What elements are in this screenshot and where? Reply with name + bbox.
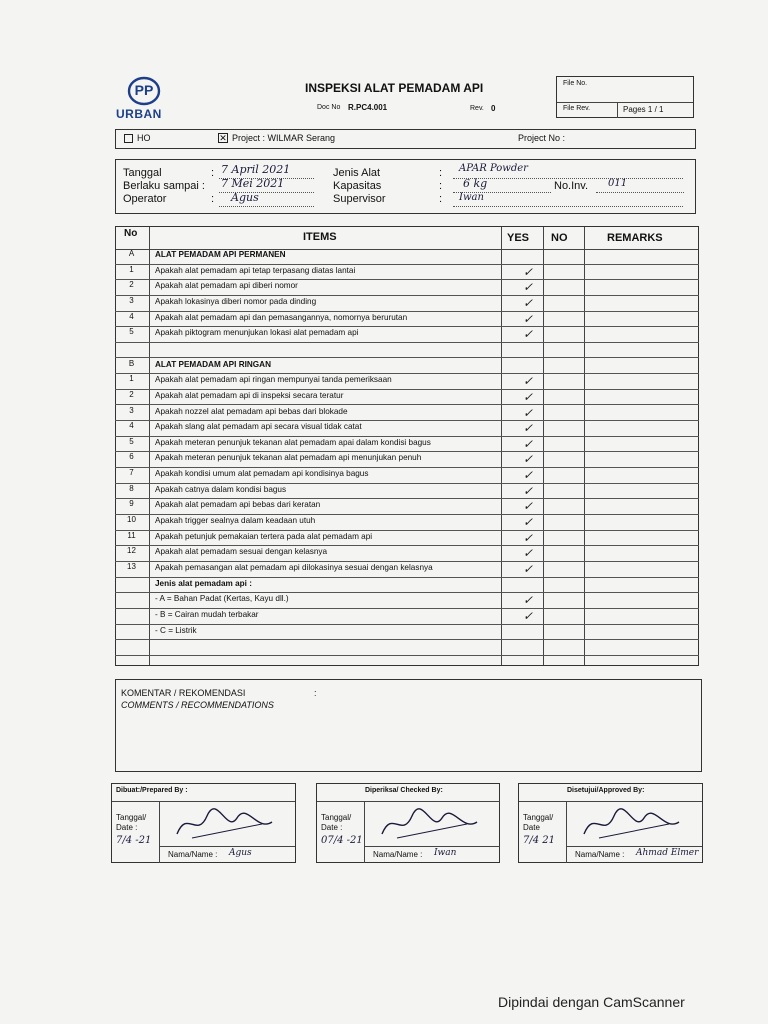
- table-row: [115, 420, 699, 437]
- table-row: [115, 483, 699, 500]
- row-item: Apakah trigger sealnya dalam keadaan utuh: [155, 516, 316, 526]
- no-cell[interactable]: [543, 264, 583, 278]
- row-number: 13: [127, 562, 136, 571]
- row-item: Apakah catnya dalam kondisi bagus: [155, 484, 287, 494]
- comments-label: KOMENTAR / REKOMENDASI: [121, 688, 246, 698]
- checkbox-cross-icon: ✕: [219, 133, 227, 143]
- remarks-cell[interactable]: [585, 311, 697, 325]
- row-item: ALAT PEMADAM API RINGAN: [155, 359, 271, 369]
- no-cell[interactable]: [543, 420, 583, 434]
- row-item: Apakah alat pemadam api bebas dari keratan: [155, 500, 321, 510]
- signature-scribble-icon: [172, 804, 282, 844]
- header-remarks: REMARKS: [607, 232, 663, 244]
- doc-no-label: Doc No: [317, 104, 341, 111]
- yes-check-icon[interactable]: ✓: [522, 280, 534, 295]
- row-item: ALAT PEMADAM API PERMANEN: [155, 250, 286, 259]
- header-no: No: [124, 228, 138, 239]
- table-row: [115, 342, 699, 359]
- no-cell[interactable]: [543, 561, 583, 575]
- no-cell[interactable]: [543, 248, 583, 262]
- file-info-box: [556, 76, 694, 118]
- brand-name: URBAN: [116, 107, 162, 121]
- supervisor-value: Iwan: [459, 192, 484, 203]
- name-value: Iwan: [434, 848, 457, 858]
- row-number: 4: [129, 311, 134, 321]
- name-value: Ahmad Elmer: [636, 848, 699, 858]
- table-row: [115, 405, 699, 422]
- remarks-cell[interactable]: [585, 608, 697, 622]
- row-item: Apakah alat pemadam api di inspeksi secara teratur: [155, 390, 344, 400]
- noinv-value-line: [596, 178, 684, 193]
- yes-check-icon[interactable]: ✓: [522, 452, 534, 467]
- page-title: INSPEKSI ALAT PEMADAM API: [305, 81, 484, 95]
- table-row: [115, 248, 699, 265]
- remarks-cell[interactable]: [585, 577, 697, 591]
- logo-text: PP: [134, 82, 154, 98]
- yes-check-icon[interactable]: ✓: [522, 515, 534, 530]
- yes-check-icon[interactable]: ✓: [522, 405, 534, 420]
- row-number: 6: [129, 452, 134, 462]
- table-row: [115, 467, 699, 484]
- row-item: Apakah alat pemadam api dan pemasangannya, nomornya berurutan: [155, 312, 408, 322]
- no-cell[interactable]: [543, 279, 583, 293]
- row-item: Apakah petunjuk pemakaian tertera pada alat pemadam api: [155, 531, 373, 541]
- row-item: - C = Listrik: [155, 625, 197, 635]
- row-number: 7: [129, 468, 134, 478]
- row-number: 10: [127, 515, 136, 525]
- operator-label: Operator: [123, 193, 167, 205]
- yes-check-icon[interactable]: ✓: [522, 436, 534, 451]
- file-rev-label: File Rev.: [563, 105, 591, 112]
- rev-value: 0: [491, 104, 496, 113]
- yes-check-icon[interactable]: ✓: [522, 327, 534, 342]
- yes-check-icon[interactable]: ✓: [522, 421, 534, 436]
- table-row: [115, 436, 699, 453]
- table-row: [115, 592, 699, 609]
- row-number: 4: [129, 421, 134, 431]
- signature-title: Diperiksa/ Checked By:: [365, 787, 443, 794]
- kapasitas-label: Kapasitas: [333, 180, 382, 192]
- name-label: Nama/Name :: [373, 850, 423, 859]
- no-cell[interactable]: [543, 467, 583, 481]
- remarks-cell[interactable]: [585, 248, 697, 262]
- table-row: [115, 264, 699, 281]
- no-cell[interactable]: [543, 483, 583, 497]
- row-number: 3: [129, 405, 134, 415]
- row-item: Apakah alat pemadam api diberi nomor: [155, 281, 298, 291]
- yes-check-icon[interactable]: ✓: [522, 593, 534, 608]
- noinv-value: 011: [608, 178, 628, 189]
- remarks-cell[interactable]: [585, 483, 697, 497]
- no-cell[interactable]: [543, 451, 583, 465]
- name-value: Agus: [229, 848, 252, 858]
- signature-scribble-icon: [579, 804, 689, 844]
- table-row: [115, 514, 699, 531]
- remarks-cell[interactable]: [585, 358, 697, 372]
- table-row: [115, 358, 699, 375]
- jenis-colon: :: [439, 167, 443, 179]
- date-value: 07/4 -21: [321, 835, 363, 846]
- file-no-label: File No.: [563, 80, 588, 87]
- row-item: Apakah lokasinya diberi nomor pada dinding: [155, 296, 317, 306]
- berlaku-label: Berlaku sampai :: [123, 180, 205, 192]
- remarks-cell[interactable]: [585, 326, 697, 340]
- row-item: - B = Cairan mudah terbakar: [155, 609, 259, 619]
- remarks-cell[interactable]: [585, 405, 697, 419]
- signature-scribble-icon: [377, 804, 487, 844]
- table-row: [115, 279, 699, 296]
- jenis-alat-label: Jenis Alat: [333, 167, 381, 179]
- tanggal-value: 7 April 2021: [221, 163, 291, 176]
- kapasitas-value-line: [453, 178, 551, 193]
- yes-check-icon[interactable]: ✓: [522, 499, 534, 514]
- yes-check-icon[interactable]: ✓: [522, 546, 534, 561]
- no-cell[interactable]: [543, 389, 583, 403]
- remarks-cell[interactable]: [585, 420, 697, 434]
- no-cell[interactable]: [543, 514, 583, 528]
- yes-check-icon[interactable]: ✓: [522, 374, 534, 389]
- row-item: Apakah alat pemadam sesuai dengan kelasnya: [155, 547, 328, 557]
- signature-title: Dibuat:/Prepared By :: [116, 787, 188, 794]
- date-label: Tanggal/ Date :: [321, 813, 352, 832]
- ho-checkbox[interactable]: [124, 134, 133, 143]
- row-item: Apakah kondisi umum alat pemadam api kondisinya bagus: [155, 469, 369, 479]
- signature-box: [316, 783, 500, 863]
- date-value: 7/4 21: [523, 835, 555, 846]
- remarks-cell[interactable]: [585, 295, 697, 309]
- row-number: 11: [127, 530, 136, 540]
- info-block: [115, 159, 696, 214]
- remarks-cell[interactable]: [585, 467, 697, 481]
- row-number: 12: [127, 546, 136, 556]
- signature-box: [518, 783, 703, 863]
- remarks-cell[interactable]: [585, 436, 697, 450]
- remarks-cell[interactable]: [585, 389, 697, 403]
- row-item: Apakah slang alat pemadam api secara visual tidak catat: [155, 422, 362, 432]
- table-row: [115, 295, 699, 312]
- operator-colon: :: [211, 193, 215, 205]
- pages-label: Pages 1 / 1: [623, 105, 664, 114]
- no-cell[interactable]: [543, 295, 583, 309]
- no-cell[interactable]: [543, 436, 583, 450]
- table-row: [115, 545, 699, 562]
- row-item: Apakah nozzel alat pemadam api bebas dari blokade: [155, 406, 348, 416]
- yes-check-icon[interactable]: ✓: [522, 264, 534, 279]
- table-row: [115, 608, 699, 625]
- row-number: 5: [129, 436, 134, 446]
- scanner-watermark: Dipindai dengan CamScanner: [498, 994, 685, 1010]
- row-item: Apakah pemasangan alat pemadam api dilokasinya sesuai dengan kelasnya: [155, 563, 433, 572]
- yes-check-icon[interactable]: ✓: [522, 530, 534, 545]
- table-row: [115, 311, 699, 328]
- remarks-cell[interactable]: [585, 514, 697, 528]
- supervisor-label: Supervisor: [333, 193, 386, 205]
- no-cell[interactable]: [543, 608, 583, 622]
- no-cell[interactable]: [543, 342, 583, 356]
- yes-check-icon[interactable]: ✓: [522, 389, 534, 404]
- no-cell[interactable]: [543, 405, 583, 419]
- row-number: B: [128, 358, 135, 368]
- kapasitas-colon: :: [439, 180, 443, 192]
- tanggal-label: Tanggal: [123, 167, 162, 179]
- comments-colon: :: [314, 688, 317, 698]
- remarks-cell[interactable]: [585, 498, 697, 512]
- operator-value-line: [219, 192, 314, 207]
- table-row: [115, 389, 699, 406]
- table-row: [115, 639, 699, 656]
- no-cell[interactable]: [543, 639, 583, 653]
- signature-title: Disetujui/Approved By:: [567, 787, 645, 794]
- date-value: 7/4 -21: [116, 835, 152, 846]
- row-number: 9: [129, 499, 134, 509]
- remarks-cell[interactable]: [585, 530, 697, 544]
- no-cell[interactable]: [543, 577, 583, 591]
- row-number: 5: [129, 327, 134, 337]
- remarks-cell[interactable]: [585, 373, 697, 387]
- name-label: Nama/Name :: [168, 850, 218, 859]
- row-number: A: [128, 249, 135, 258]
- row-item: Apakah meteran penunjuk tekanan alat pemadam apai dalam kondisi bagus: [155, 437, 431, 447]
- table-row: [115, 451, 699, 468]
- date-label: Tanggal/ Date: [523, 813, 554, 832]
- row-number: 2: [129, 280, 134, 290]
- no-cell[interactable]: [543, 624, 583, 638]
- row-item: Apakah alat pemadam api ringan mempunyai tanda pemeriksaan: [155, 375, 392, 385]
- remarks-cell[interactable]: [585, 264, 697, 278]
- jenis-value: APAR Powder: [459, 163, 528, 174]
- project-no-label: Project No :: [518, 133, 566, 143]
- project-bar: [115, 129, 696, 149]
- row-item: Apakah meteran penunjuk tekanan alat pemadam api menunjukan penuh: [155, 453, 422, 463]
- no-cell[interactable]: [543, 530, 583, 544]
- header-yes: YES: [507, 232, 530, 244]
- no-cell[interactable]: [543, 311, 583, 325]
- supervisor-value-line: [453, 192, 683, 207]
- table-row: [115, 373, 699, 390]
- yes-check-icon[interactable]: ✓: [522, 483, 534, 498]
- no-cell[interactable]: [543, 498, 583, 512]
- remarks-cell[interactable]: [585, 624, 697, 638]
- row-item: - A = Bahan Padat (Kertas, Kayu dll.): [155, 594, 289, 604]
- project-label: Project : WILMAR Serang: [232, 133, 336, 143]
- row-number: 1: [129, 264, 134, 274]
- table-row: [115, 577, 699, 594]
- no-cell[interactable]: [543, 373, 583, 387]
- no-cell[interactable]: [543, 545, 583, 559]
- noinv-label: No.Inv.: [554, 180, 589, 192]
- remarks-cell[interactable]: [585, 592, 697, 606]
- logo: [116, 76, 169, 121]
- remarks-cell[interactable]: [585, 561, 697, 575]
- supervisor-colon: :: [439, 193, 443, 205]
- yes-check-icon[interactable]: ✓: [522, 311, 534, 326]
- row-number: 3: [129, 295, 134, 305]
- table-row: [115, 530, 699, 547]
- remarks-cell[interactable]: [585, 545, 697, 559]
- header-items: ITEMS: [303, 231, 337, 243]
- row-item: Apakah piktogram menunjukan lokasi alat pemadam api: [155, 328, 359, 338]
- jenis-value-line: [453, 164, 683, 179]
- yes-check-icon[interactable]: ✓: [522, 468, 534, 483]
- no-cell[interactable]: [543, 592, 583, 606]
- doc-no: R.PC4.001: [348, 103, 388, 112]
- header-no-col: NO: [551, 232, 568, 244]
- operator-value: Agus: [231, 191, 259, 204]
- yes-check-icon[interactable]: ✓: [522, 608, 534, 623]
- row-number: 8: [129, 483, 134, 493]
- no-cell[interactable]: [543, 326, 583, 340]
- remarks-cell[interactable]: [585, 342, 697, 356]
- kapasitas-value: 6 kg: [463, 177, 488, 190]
- signature-box: [111, 783, 296, 863]
- row-item: Jenis alat pemadam api :: [155, 578, 252, 588]
- row-number: 1: [129, 374, 134, 384]
- project-checkbox[interactable]: [218, 133, 228, 143]
- remarks-cell[interactable]: [585, 279, 697, 293]
- table-row: [115, 326, 699, 343]
- yes-check-icon[interactable]: ✓: [522, 562, 534, 576]
- date-label: Tanggal/ Date :: [116, 813, 147, 832]
- row-item: Apakah alat pemadam api tetap terpasang diatas lantai: [155, 265, 356, 275]
- comments-box: [115, 679, 702, 772]
- yes-check-icon[interactable]: ✓: [522, 295, 534, 310]
- table-row: [115, 561, 699, 578]
- table-row: [115, 624, 699, 641]
- ho-label: HO: [137, 133, 151, 143]
- row-number: 2: [129, 389, 134, 399]
- tanggal-colon: :: [211, 167, 215, 179]
- remarks-cell[interactable]: [585, 639, 697, 653]
- berlaku-value: 7 Mei 2021: [221, 177, 285, 190]
- name-label: Nama/Name :: [575, 850, 625, 859]
- rev-label: Rev.: [470, 105, 484, 112]
- no-cell[interactable]: [543, 358, 583, 372]
- remarks-cell[interactable]: [585, 451, 697, 465]
- table-row: [115, 498, 699, 515]
- comments-label-en: COMMENTS / RECOMMENDATIONS: [121, 700, 274, 710]
